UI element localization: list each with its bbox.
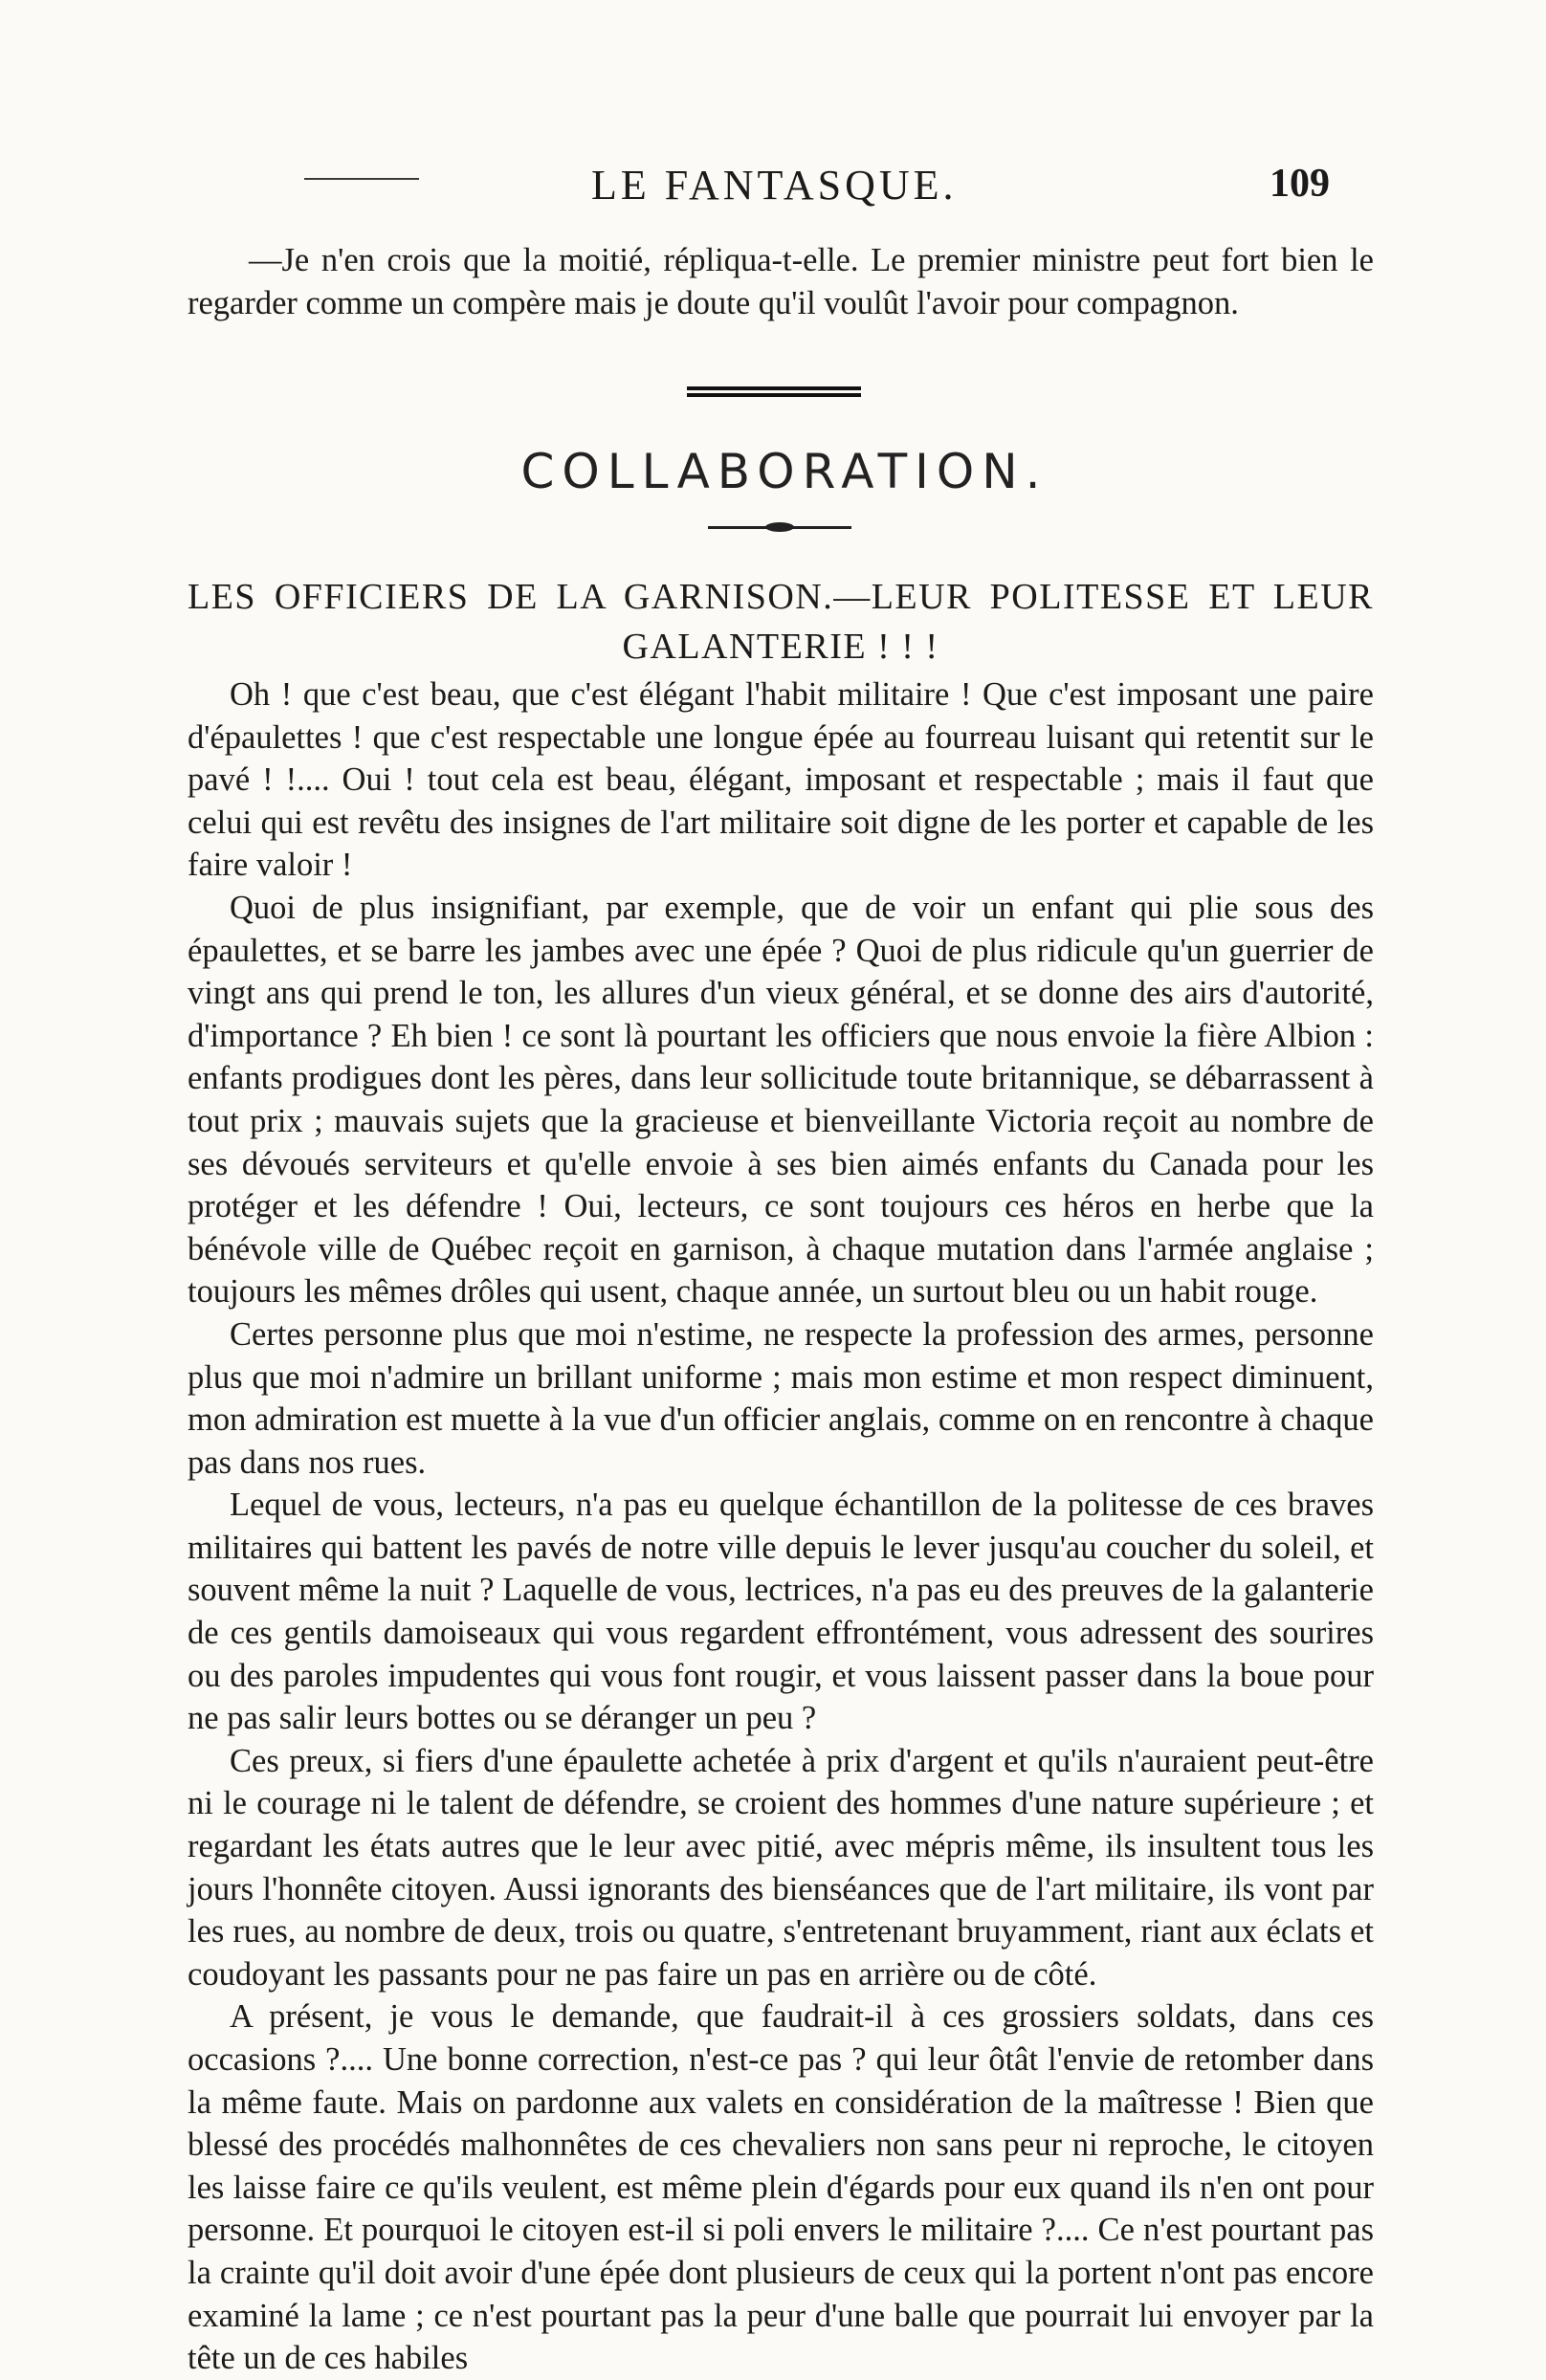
running-title: LE FANTASQUE. — [591, 162, 958, 209]
ornament-rule — [708, 526, 851, 529]
page-number: 109 — [1270, 162, 1330, 206]
intro-text — [188, 239, 1374, 324]
article-paragraph: Quoi de plus insignifiant, par exemple, que de voir un enfant qui plie sous des épaulettes, et se barre les jambes avec une épée ? Quoi de plus ridicule qu'un guerrier de vingt ans qui prend le ton, les allures d'un vieux général, et se donne des airs d'autorité, d'importance ? Eh bien ! ce sont là pourtant les officiers que nous envoie la fière Albion : enfants prodigues dont les pères, dans leur sollicitude toute britannique, se débarrassent à tout prix ; mauvais sujets que la gracieuse et bienveillante Victoria reçoit au nombre de ses dévoués serviteurs et qu'elle envoie à ses bien aimés enfants du Canada pour les protéger et les défendre ! Oui, lecteurs, ce sont toujours ces héros en herbe que la bénévole ville de Québec reçoit en garnison, à chaque mutation dans l'armée anglaise ; toujours les mêmes drôles qui usent, chaque année, un surtout bleu ou un habit rouge. — [188, 889, 1374, 1311]
article-heading-line-2: GALANTERIE ! ! ! — [622, 627, 939, 667]
intro-paragraph: —Je n'en crois que la moitié, répliqua-t-elle. Le premier ministre peut fort bien le regarder comme un compère mais je doute qu'il voulût l'avoir pour compagnon. — [188, 242, 1374, 321]
article-paragraph: Oh ! que c'est beau, que c'est élégant l'habit militaire ! Que c'est imposant une paire d'épaulettes ! que c'est respectable une longue épée au fourreau luisant qui retentit sur le pavé ! !.... Oui ! tout cela est beau, élégant, imposant et respectable ; mais il faut que celui qui est revêtu des insignes de l'art militaire soit digne de les porter et capable de les faire valoir ! — [188, 676, 1374, 884]
ornament-double-rule — [687, 386, 861, 400]
header-rule — [304, 178, 419, 180]
article-paragraph: Ces preux, si fiers d'une épaulette achetée à prix d'argent et qu'ils n'auraient peut-être ni le courage ni le talent de défendre, se croient des hommes d'une nature supérieure ; et regardant les états autres que le leur avec pitié, avec mépris même, ils insultent tous les jours l'honnête citoyen. Aussi ignorants des bienséances que de l'art militaire, ils vont par les rues, au nombre de deux, trois ou quatre, s'entretenant bruyamment, riant aux éclats et coudoyant les passants pour ne pas faire un pas en arrière ou de côté. — [188, 1742, 1374, 1993]
article-paragraph: Lequel de vous, lecteurs, n'a pas eu quelque échantillon de la politesse de ces braves militaires qui battent les pavés de notre ville depuis le lever jusqu'au coucher du soleil, et souvent même la nuit ? Laquelle de vous, lectrices, n'a pas eu des preuves de la galanterie de ces gentils damoiseaux qui vous regardent effrontément, vous adressent des sourires ou des paroles impudentes qui vous font rougir, et vous laissent passer dans la boue pour ne pas salir leurs bottes ou se déranger un peu ? — [188, 1487, 1374, 1737]
article-body — [188, 673, 1374, 2380]
article-heading-line-1: LES OFFICIERS DE LA GARNISON.—LEUR POLITESSE ET LEUR — [188, 577, 1374, 617]
article-paragraph: Certes personne plus que moi n'estime, ne respecte la profession des armes, personne plus que moi n'admire un brillant uniforme ; mais mon estime et mon respect diminuent, mon admiration est muette à la vue d'un officier anglais, comme on en rencontre à chaque pas dans nos rues. — [188, 1315, 1374, 1481]
article-heading — [188, 574, 1374, 670]
article-paragraph: A présent, je vous le demande, que faudrait-il à ces grossiers soldats, dans ces occasions ?.... Une bonne correction, n'est-ce pas ? qui leur ôtât l'envie de retomber dans la même faute. Mais on pardonne aux valets en considération de la maîtresse ! Bien que blessé des procédés malhonnêtes de ces chevaliers non sans peur ni reproche, le citoyen les laisse faire ce qu'ils veulent, est même plein d'égards pour eux quand ils n'en ont pour personne. Et pourquoi le citoyen est-il si poli envers le militaire ?.... Ce n'est pourtant pas la crainte qu'il doit avoir d'une épée dont plusieurs de ceux qui la portent n'ont pas encore examiné la lame ; ce n'est pourtant pas la peur d'une balle que pourrait lui envoyer par la tête un de ces habiles — [188, 1998, 1374, 2377]
section-title: COLLABORATION. — [520, 444, 1049, 499]
page-header — [287, 161, 1330, 218]
